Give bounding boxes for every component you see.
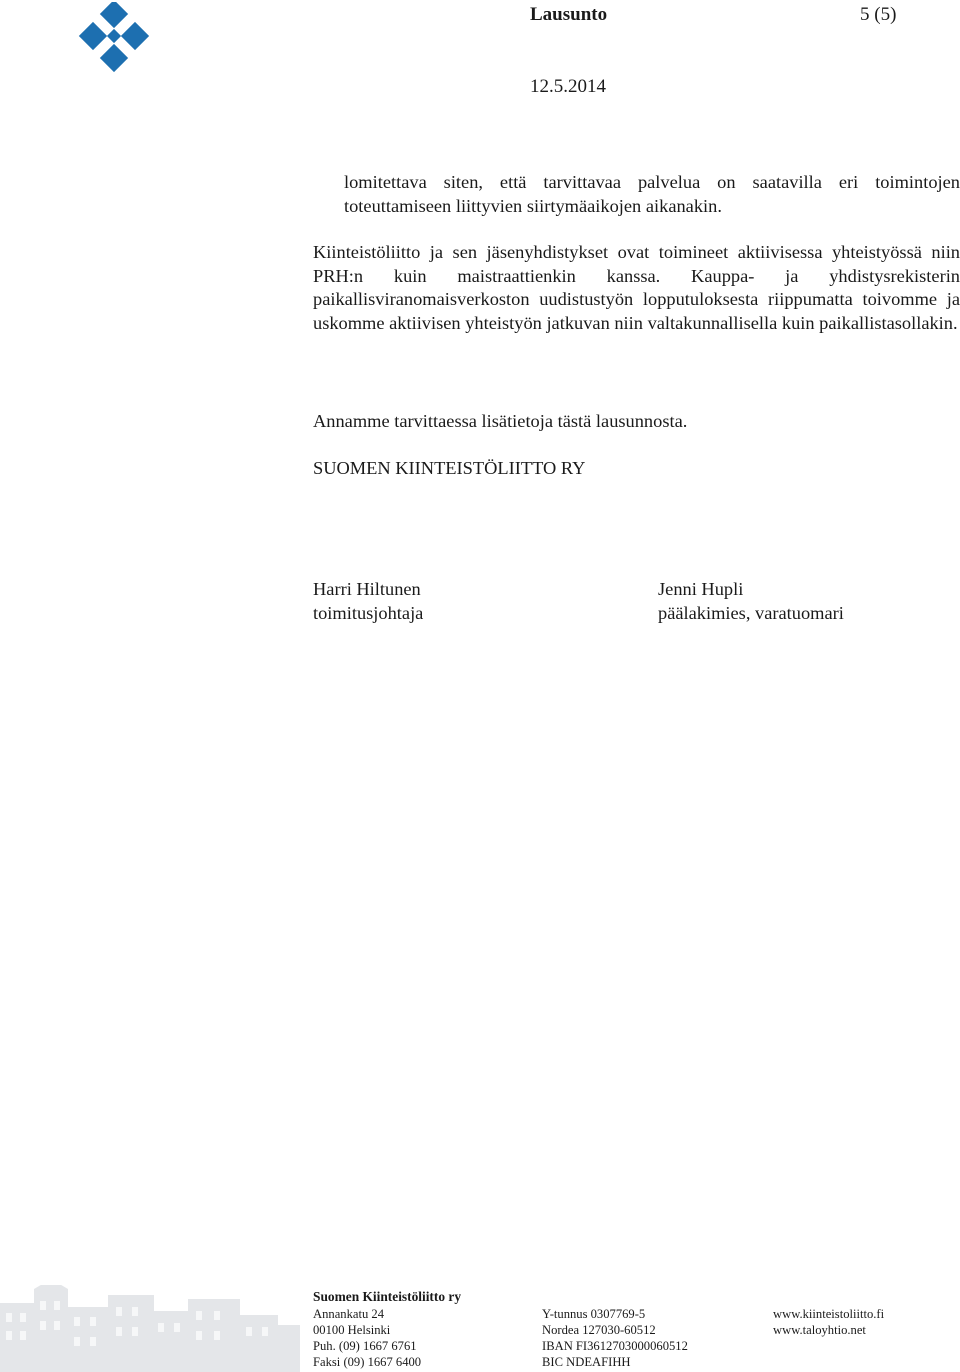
kiinteistoliitto-logo (78, 2, 154, 74)
footer-street: Annankatu 24 (313, 1307, 384, 1321)
logo-diamond-bottom (100, 44, 128, 72)
signature-block (658, 578, 844, 625)
signer-name: Jenni Hupli (658, 579, 744, 599)
document-date: 12.5.2014 (530, 76, 606, 97)
footer-address (313, 1306, 421, 1370)
footer-websites (773, 1306, 884, 1338)
footer-phone: Puh. (09) 1667 6761 (313, 1339, 417, 1353)
signer-title: toimitusjohtaja (313, 602, 424, 623)
footer-registry (542, 1306, 688, 1370)
footer-fax: Faksi (09) 1667 6400 (313, 1355, 422, 1369)
signature-block (313, 578, 423, 625)
footer-iban: IBAN FI3612703000060512 (542, 1339, 688, 1353)
footer-bic: BIC NDEAFIHH (542, 1355, 631, 1369)
paragraph-continuation: lomitettava siten, että tarvittavaa palvelua on saatavilla eri toimintojen toteuttamiseen liittyvien siirtymäaikojen aikanakin. (344, 172, 960, 216)
logo-diamond-right (121, 22, 149, 50)
page-number: 5 (5) (860, 4, 897, 25)
footer-org-name: Suomen Kiinteistöliitto ry (313, 1289, 462, 1304)
footer-bank: Nordea 127030-60512 (542, 1323, 656, 1337)
footer-business-id: Y-tunnus 0307769-5 (542, 1307, 646, 1321)
closing-sentence: Annamme tarvittaessa lisätietoja tästä lausunnosta. (313, 411, 688, 431)
logo-diamond-top (100, 2, 128, 28)
signer-title: päälakimies, varatuomari (658, 602, 844, 623)
footer-building-illustration (0, 1285, 300, 1372)
paragraph-cooperation: Kiinteistöliitto ja sen jäsenyhdistykset ovat toimineet aktiivisessa yhteistyössä niin PRH:n kuin maistraattienkin kanssa. Kauppa- ja yhdistysrekisterin paikallisviranomaisverkoston uudistustyön lopputuloksesta riippumatta toivomme ja uskomme aktiivisen yhteistyön jatkuvan niin valtakunnallisella kuin paikallistasollakin. (313, 242, 960, 333)
logo-diamond-left (79, 22, 107, 50)
logo-diamond-center (107, 29, 121, 43)
signer-name: Harri Hiltunen (313, 579, 421, 599)
signing-organization: SUOMEN KIINTEISTÖLIITTO RY (313, 458, 586, 478)
document-type: Lausunto (530, 4, 608, 25)
footer-postal: 00100 Helsinki (313, 1323, 391, 1337)
footer-website-link[interactable]: www.taloyhtio.net (773, 1323, 866, 1337)
footer-website-link[interactable]: www.kiinteistoliitto.fi (773, 1307, 885, 1321)
